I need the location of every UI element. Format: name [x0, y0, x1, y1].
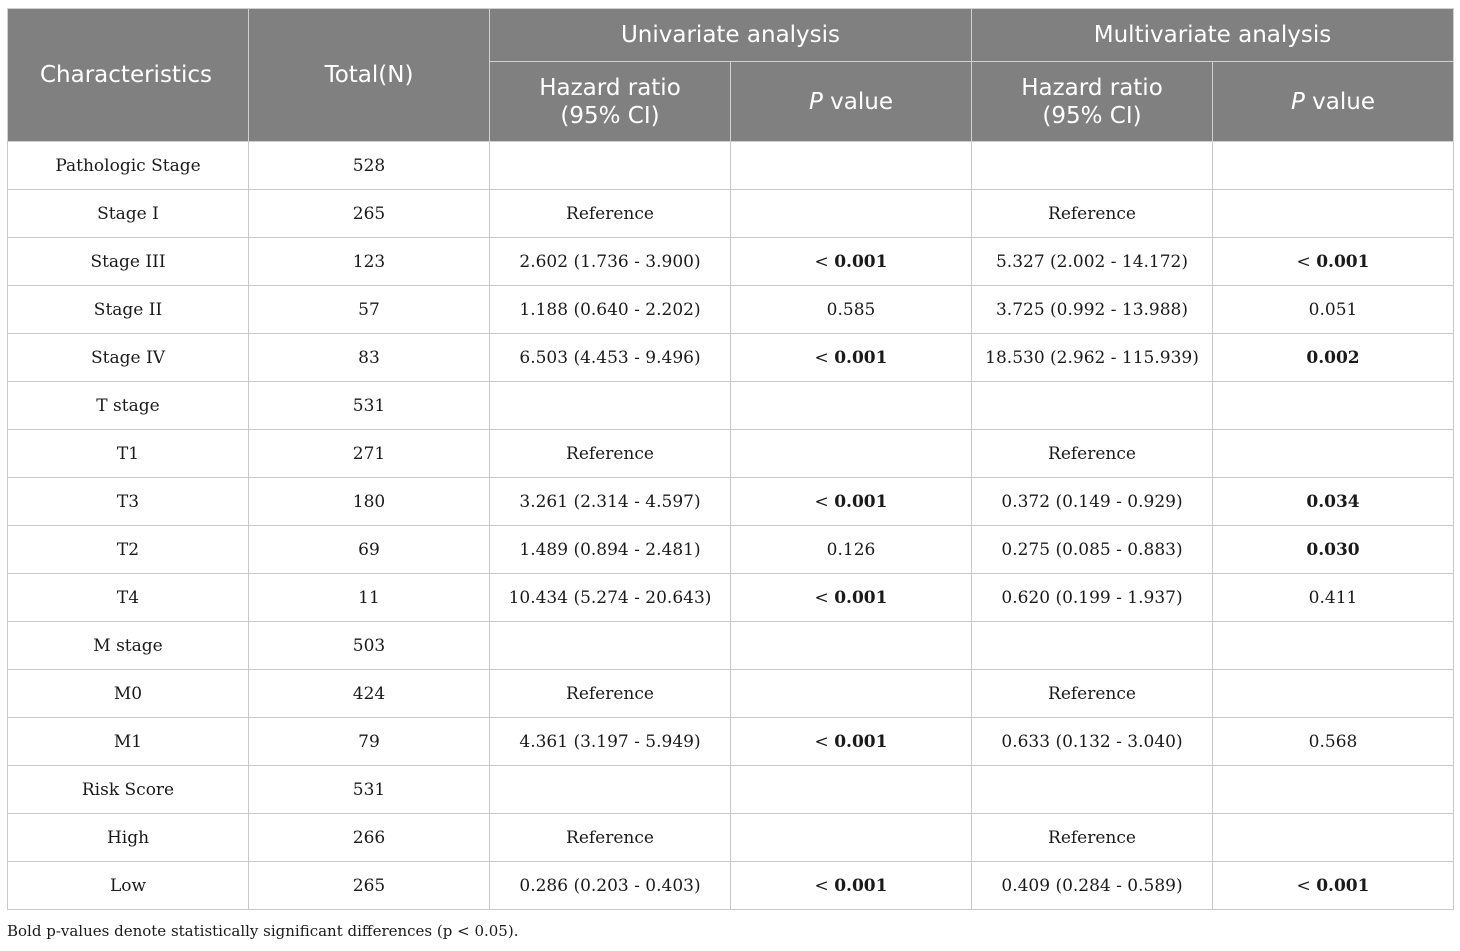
cell-characteristic: Stage I [8, 190, 249, 238]
cell-multi-p [1213, 142, 1454, 190]
cell-uni-hr: 6.503 (4.453 - 9.496) [490, 334, 731, 382]
cell-multi-p: < 0.001 [1213, 862, 1454, 910]
cell-characteristic: T2 [8, 526, 249, 574]
cell-multi-p: 0.002 [1213, 334, 1454, 382]
table-row [8, 430, 1454, 478]
cell-multi-hr: Reference [972, 670, 1213, 718]
cell-characteristic: M1 [8, 718, 249, 766]
cell-multi-p: 0.411 [1213, 574, 1454, 622]
table-footnote: Bold p-values denote statistically significant differences (p < 0.05). [7, 922, 519, 940]
cell-total: 265 [249, 190, 490, 238]
cell-uni-hr: 4.361 (3.197 - 5.949) [490, 718, 731, 766]
table-row [8, 862, 1454, 910]
cell-uni-p: < 0.001 [731, 862, 972, 910]
cell-uni-hr: 1.188 (0.640 - 2.202) [490, 286, 731, 334]
table-row [8, 814, 1454, 862]
cell-multi-hr: 0.633 (0.132 - 3.040) [972, 718, 1213, 766]
cell-multi-p: 0.568 [1213, 718, 1454, 766]
cell-uni-hr: Reference [490, 430, 731, 478]
header-multi-p-letter: P [1290, 88, 1305, 115]
cell-characteristic: High [8, 814, 249, 862]
cell-characteristic: T3 [8, 478, 249, 526]
cell-total: 266 [249, 814, 490, 862]
header-multi-hazard-ratio [972, 62, 1213, 142]
cell-total: 69 [249, 526, 490, 574]
cell-uni-p: 0.126 [731, 526, 972, 574]
cox-regression-table [7, 8, 1454, 910]
table-row [8, 286, 1454, 334]
cell-uni-hr: Reference [490, 670, 731, 718]
cell-uni-p: < 0.001 [731, 718, 972, 766]
cell-uni-p [731, 142, 972, 190]
table-row [8, 766, 1454, 814]
cell-multi-hr: 0.409 (0.284 - 0.589) [972, 862, 1213, 910]
header-multi-p-word: value [1304, 88, 1375, 115]
cell-uni-hr: 0.286 (0.203 - 0.403) [490, 862, 731, 910]
cell-multi-p: < 0.001 [1213, 238, 1454, 286]
cell-multi-hr [972, 766, 1213, 814]
cell-total: 424 [249, 670, 490, 718]
table-row [8, 382, 1454, 430]
cell-characteristic: Stage II [8, 286, 249, 334]
cell-multi-hr: 0.275 (0.085 - 0.883) [972, 526, 1213, 574]
cell-multi-p [1213, 670, 1454, 718]
cell-uni-p [731, 622, 972, 670]
header-multi-hr-line2: (95% CI) [1042, 102, 1142, 129]
cell-total: 123 [249, 238, 490, 286]
cell-multi-hr [972, 622, 1213, 670]
cell-multi-p [1213, 430, 1454, 478]
header-characteristics: Characteristics [8, 9, 249, 142]
cell-characteristic: Stage III [8, 238, 249, 286]
cell-uni-p [731, 766, 972, 814]
cell-multi-p: 0.051 [1213, 286, 1454, 334]
cell-characteristic: M0 [8, 670, 249, 718]
cell-uni-p [731, 382, 972, 430]
table-row [8, 526, 1454, 574]
cell-multi-hr: Reference [972, 190, 1213, 238]
table-row [8, 334, 1454, 382]
cell-characteristic: Pathologic Stage [8, 142, 249, 190]
cell-multi-hr: 0.620 (0.199 - 1.937) [972, 574, 1213, 622]
header-uni-p-letter: P [808, 88, 823, 115]
cell-total: 83 [249, 334, 490, 382]
cell-characteristic: Stage IV [8, 334, 249, 382]
cell-multi-hr: 0.372 (0.149 - 0.929) [972, 478, 1213, 526]
cell-uni-p: < 0.001 [731, 574, 972, 622]
cell-total: 503 [249, 622, 490, 670]
cell-multi-p: 0.034 [1213, 478, 1454, 526]
cell-uni-p: < 0.001 [731, 478, 972, 526]
cell-uni-p: < 0.001 [731, 238, 972, 286]
cell-uni-p [731, 430, 972, 478]
cell-total: 531 [249, 382, 490, 430]
header-total: Total(N) [249, 9, 490, 142]
cell-uni-hr: Reference [490, 814, 731, 862]
cell-total: 11 [249, 574, 490, 622]
cell-uni-p [731, 670, 972, 718]
cell-characteristic: T4 [8, 574, 249, 622]
header-uni-p-value [731, 62, 972, 142]
table-body [8, 142, 1454, 910]
cell-uni-hr [490, 382, 731, 430]
cell-uni-hr: Reference [490, 190, 731, 238]
cell-multi-hr: 3.725 (0.992 - 13.988) [972, 286, 1213, 334]
cell-uni-hr [490, 142, 731, 190]
table-row [8, 670, 1454, 718]
cell-multi-hr: 5.327 (2.002 - 14.172) [972, 238, 1213, 286]
cell-total: 531 [249, 766, 490, 814]
cell-total: 79 [249, 718, 490, 766]
cell-total: 271 [249, 430, 490, 478]
cell-characteristic: M stage [8, 622, 249, 670]
header-uni-hr-line1: Hazard ratio [539, 74, 681, 101]
table-row [8, 718, 1454, 766]
cell-uni-hr [490, 766, 731, 814]
cell-uni-p: < 0.001 [731, 334, 972, 382]
cell-characteristic: T1 [8, 430, 249, 478]
cell-uni-p [731, 814, 972, 862]
cell-multi-p [1213, 814, 1454, 862]
header-multivariate: Multivariate analysis [972, 9, 1454, 62]
header-univariate: Univariate analysis [490, 9, 972, 62]
cell-multi-hr [972, 382, 1213, 430]
cell-multi-hr: Reference [972, 430, 1213, 478]
cell-total: 265 [249, 862, 490, 910]
cell-total: 528 [249, 142, 490, 190]
cell-uni-hr: 10.434 (5.274 - 20.643) [490, 574, 731, 622]
cell-uni-hr: 3.261 (2.314 - 4.597) [490, 478, 731, 526]
table-row [8, 142, 1454, 190]
cell-multi-hr: Reference [972, 814, 1213, 862]
table-row [8, 622, 1454, 670]
header-uni-p-word: value [822, 88, 893, 115]
cell-uni-hr [490, 622, 731, 670]
cell-total: 180 [249, 478, 490, 526]
header-multi-p-value [1213, 62, 1454, 142]
table-row [8, 238, 1454, 286]
cell-multi-p [1213, 622, 1454, 670]
cell-total: 57 [249, 286, 490, 334]
table-row [8, 190, 1454, 238]
cell-multi-hr [972, 142, 1213, 190]
header-multi-hr-line1: Hazard ratio [1021, 74, 1163, 101]
cell-multi-hr: 18.530 (2.962 - 115.939) [972, 334, 1213, 382]
cell-uni-p [731, 190, 972, 238]
cell-characteristic: Low [8, 862, 249, 910]
cell-characteristic: Risk Score [8, 766, 249, 814]
cell-multi-p [1213, 190, 1454, 238]
cell-multi-p [1213, 766, 1454, 814]
table-row [8, 478, 1454, 526]
cell-uni-hr: 1.489 (0.894 - 2.481) [490, 526, 731, 574]
cell-multi-p [1213, 382, 1454, 430]
cell-characteristic: T stage [8, 382, 249, 430]
header-uni-hr-line2: (95% CI) [560, 102, 660, 129]
table-row [8, 574, 1454, 622]
header-uni-hazard-ratio [490, 62, 731, 142]
cell-uni-p: 0.585 [731, 286, 972, 334]
cell-uni-hr: 2.602 (1.736 - 3.900) [490, 238, 731, 286]
cell-multi-p: 0.030 [1213, 526, 1454, 574]
table-header [8, 9, 1454, 142]
